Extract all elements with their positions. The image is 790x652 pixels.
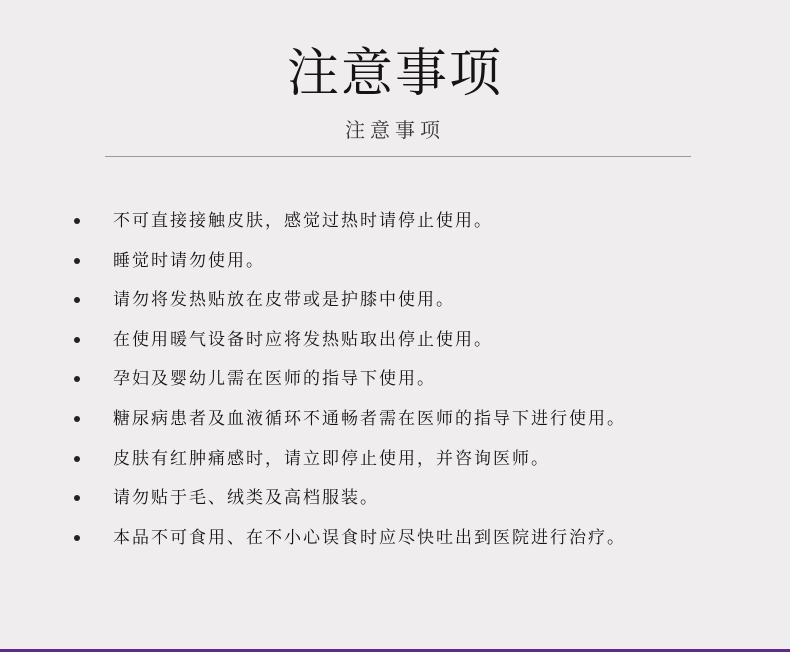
title-divider — [105, 156, 691, 157]
bullet-dot-icon — [74, 337, 80, 343]
bullet-dot-icon — [74, 495, 80, 501]
note-text: 不可直接接触皮肤，感觉过热时请停止使用。 — [113, 211, 493, 231]
note-text: 请勿将发热贴放在皮带或是护膝中使用。 — [113, 290, 455, 311]
list-item — [0, 282, 790, 322]
note-text: 本品不可食用、在不小心误食时应尽快吐出到医院进行治疗。 — [113, 527, 626, 548]
note-text: 睡觉时请勿使用。 — [113, 250, 265, 271]
list-item — [0, 401, 790, 441]
list-item — [0, 243, 790, 283]
bullet-dot-icon — [74, 218, 80, 224]
page-subtitle: 注意事项 — [345, 118, 445, 142]
note-text: 皮肤有红肿痛感时，请立即停止使用，并咨询医师。 — [113, 448, 550, 469]
note-text: 请勿贴于毛、绒类及高档服装。 — [113, 488, 379, 509]
bullet-dot-icon — [74, 456, 80, 462]
bullet-dot-icon — [74, 416, 80, 422]
note-text: 在使用暖气设备时应将发热贴取出停止使用。 — [113, 329, 493, 350]
note-text: 糖尿病患者及血液循环不通畅者需在医师的指导下进行使用。 — [113, 408, 626, 429]
bullet-dot-icon — [74, 376, 80, 382]
page-title: 注意事项 — [286, 44, 503, 104]
list-item — [0, 480, 790, 520]
list-item — [0, 322, 790, 362]
list-item — [0, 361, 790, 401]
list-item — [0, 520, 790, 560]
bullet-dot-icon — [74, 297, 80, 303]
note-text: 孕妇及婴幼儿需在医师的指导下使用。 — [113, 369, 436, 390]
list-item — [0, 203, 790, 243]
notes-list — [0, 203, 790, 559]
bullet-dot-icon — [74, 535, 80, 541]
list-item — [0, 441, 790, 481]
bullet-dot-icon — [74, 258, 80, 264]
